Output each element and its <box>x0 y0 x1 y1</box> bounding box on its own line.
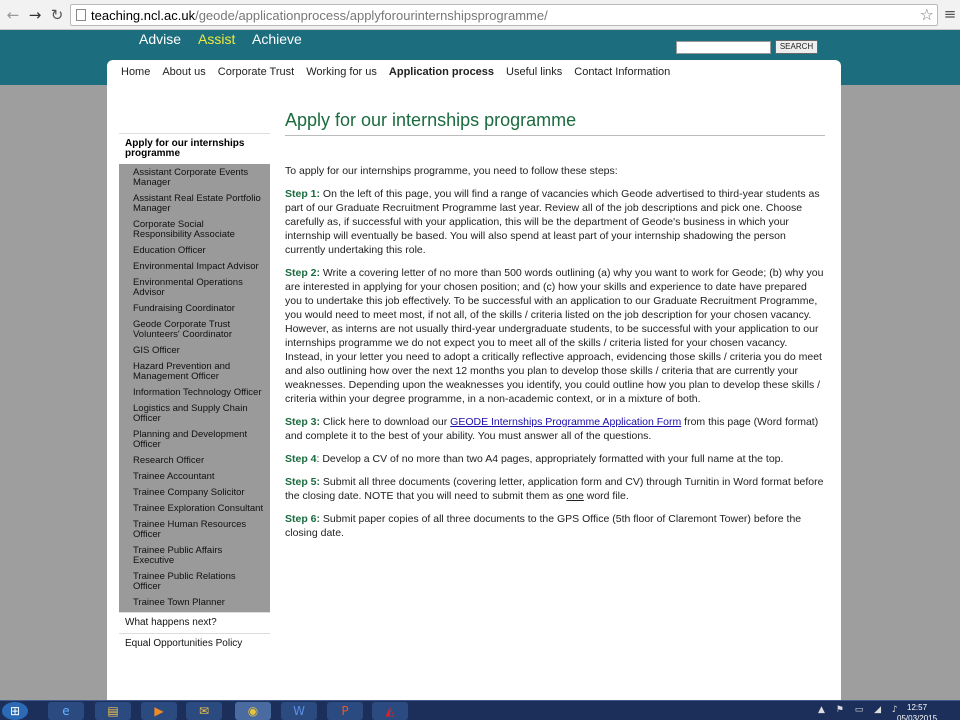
step-5-label: Step 5: <box>285 476 321 488</box>
sidebar-link-equal-opportunities-policy[interactable]: Equal Opportunities Policy <box>119 633 270 654</box>
search-input[interactable] <box>676 41 771 54</box>
sidebar-submenu <box>119 164 270 612</box>
sidebar-item-planning-development-officer[interactable]: Planning and Development Officer <box>133 429 248 450</box>
address-bar[interactable] <box>70 4 938 26</box>
sidebar-link-what-happens-next[interactable]: What happens next? <box>119 612 270 633</box>
sidebar-item-environmental-operations-advisor[interactable]: Environmental Operations Advisor <box>133 277 243 298</box>
sidebar-item-hazard-prevention-officer[interactable]: Hazard Prevention and Management Officer <box>133 361 231 382</box>
step-6-text: Submit paper copies of all three documents to the GPS Office (5th floor of Claremont Tower) before the closing date. <box>285 513 802 539</box>
sidebar-item-trainee-company-solicitor[interactable]: Trainee Company Solicitor <box>133 487 245 498</box>
sidebar-item-trainee-exploration-consultant[interactable]: Trainee Exploration Consultant <box>133 503 264 514</box>
step-6 <box>285 512 825 540</box>
sidebar-item-volunteers-coordinator[interactable]: Geode Corporate Trust Volunteers' Coordinator <box>133 319 232 340</box>
step-3-text-before: Click here to download our <box>320 416 451 428</box>
nav-contact-information[interactable]: Contact Information <box>574 66 671 78</box>
sidebar-item-fundraising-coordinator[interactable]: Fundraising Coordinator <box>133 303 235 314</box>
file-explorer-icon[interactable]: ▤ <box>95 702 131 720</box>
nav-home[interactable]: Home <box>121 66 151 78</box>
step-2-text: Write a covering letter of no more than 500 words outlining (a) why you want to work for Geode; (b) why you are interested in applying for your chosen position; and (c) how your skills and experience to date have prepared you to undertake this job effectively. To be successful with an application to our Graduate Recruitment Programme, you would need to meet most, if not all, of the skills / criteria listed on the job description for your chosen vacancy. However, as interns are not usually third-year undergraduate students, to be successful with your application to our internships programme we do not expect you to meet all of the skills / criteria listed for your chosen vacancy. Instead, in your letter you need to adopt a critically reflective approach, evidencing those skills / criteria you do meet and also outlining how over the next 12 months you plan to develop those skills / criteria that are currently your weaknesses. Depending upon the weaknesses you identify, you could outline how you plan to develop these skills / criteria within your degree programme, in a non-academic context, or in a mixture of both. <box>285 267 824 405</box>
sidebar-item-logistics-supply-chain-officer[interactable]: Logistics and Supply Chain Officer <box>133 403 248 424</box>
arrow-right-icon: → <box>28 6 42 24</box>
mail-icon[interactable]: ✉ <box>186 702 222 720</box>
main-nav <box>121 66 682 80</box>
step-5 <box>285 475 825 503</box>
sidebar-item-education-officer[interactable]: Education Officer <box>133 245 206 256</box>
word-icon[interactable]: W <box>281 702 317 720</box>
sidebar-item-information-technology-officer[interactable]: Information Technology Officer <box>133 387 262 398</box>
step-1-label: Step 1: <box>285 188 321 200</box>
reload-icon: ↻ <box>50 6 64 24</box>
star-icon[interactable]: ☆ <box>919 5 934 24</box>
step-3 <box>285 415 825 443</box>
sidebar-item-research-officer[interactable]: Research Officer <box>133 455 205 466</box>
browser-toolbar <box>0 0 960 30</box>
nav-working-for-us[interactable]: Working for us <box>306 66 377 78</box>
tagline-achieve: Achieve <box>252 31 302 47</box>
search-button[interactable]: SEARCH <box>775 40 818 54</box>
clock-date[interactable]: 05/03/2015 <box>897 714 938 720</box>
step-5-underlined: one <box>566 490 584 502</box>
url-path: /geode/applicationprocess/applyforourinternshipsprogramme/ <box>195 8 548 23</box>
clock-time[interactable]: 12:57 <box>907 703 928 712</box>
intro-text: To apply for our internships programme, you need to follow these steps: <box>285 165 618 177</box>
step-6-label: Step 6: <box>285 513 321 525</box>
step-1-text: On the left of this page, you will find a range of vacancies which Geode advertised to third-year students as part of our Graduate Recruitment Programme last year. Review all of the job descriptions and pick one. Choose carefully as, if successful with your application, this will be the department of Geode's business in which your internship will eventually be based. You will also spend at least part of your internship shadowing the person currently undertaking this role. <box>285 188 820 256</box>
nav-corporate-trust[interactable]: Corporate Trust <box>217 66 295 78</box>
forward-button[interactable] <box>26 6 44 24</box>
sidebar-item-trainee-accountant[interactable]: Trainee Accountant <box>133 471 215 482</box>
sidebar-item-environmental-impact-advisor[interactable]: Environmental Impact Advisor <box>133 261 259 272</box>
step-4-label: Step 4 <box>285 453 317 465</box>
pdf-icon[interactable]: ◭ <box>372 702 408 720</box>
system-tray[interactable]: ▲ ⚑ ▭ ◢ ♪ <box>818 705 902 715</box>
internet-explorer-icon[interactable]: e <box>48 702 84 720</box>
sidebar-heading[interactable]: Apply for our internships programme <box>125 138 245 159</box>
taskbar <box>0 700 960 720</box>
url-host: teaching.ncl.ac.uk <box>91 8 196 23</box>
step-3-label: Step 3: <box>285 416 321 428</box>
step-4-text: : Develop a CV of no more than two A4 pages, appropriately formatted with your full name at the top. <box>316 453 784 465</box>
sidebar-item-assistant-real-estate-portfolio-manager[interactable]: Assistant Real Estate Portfolio Manager <box>133 193 261 214</box>
url-text[interactable] <box>91 8 548 23</box>
sidebar-item-trainee-human-resources-officer[interactable]: Trainee Human Resources Officer <box>133 519 247 540</box>
tagline-assist: Assist <box>198 31 236 47</box>
powerpoint-icon[interactable]: P <box>327 702 363 720</box>
windows-start-icon[interactable]: ⊞ <box>2 702 28 720</box>
page-icon <box>76 9 86 21</box>
step-5-text-after: word file. <box>583 490 629 502</box>
step-2 <box>285 266 825 406</box>
media-player-icon[interactable]: ▶ <box>141 702 177 720</box>
page-title: Apply for our internships programme <box>285 110 825 136</box>
sidebar-item-trainee-town-planner[interactable]: Trainee Town Planner <box>133 597 225 608</box>
sidebar <box>119 133 270 654</box>
sidebar-item-corporate-social-responsibility-associate[interactable]: Corporate Social Responsibility Associate <box>133 219 235 240</box>
step-4 <box>285 452 825 466</box>
step-1 <box>285 187 825 257</box>
step-2-label: Step 2: <box>285 267 321 279</box>
nav-useful-links[interactable]: Useful links <box>506 66 563 78</box>
nav-about-us[interactable]: About us <box>162 66 206 78</box>
sidebar-item-gis-officer[interactable]: GIS Officer <box>133 345 180 356</box>
menu-icon[interactable]: ≡ <box>943 5 957 23</box>
step-5-text-before: Submit all three documents (covering letter, application form and CV) through Turnitin in Word format before the closing date. NOTE that you will need to submit them as <box>285 476 824 502</box>
step-3-text-after: from this page (Word format) and complete it to the best of your ability. You must answer all of the questions. <box>285 416 819 442</box>
tagline-advise: Advise <box>139 31 182 47</box>
back-button[interactable] <box>4 6 22 24</box>
application-form-link[interactable]: GEODE Internships Programme Application Form <box>450 416 682 428</box>
main-content <box>285 110 825 540</box>
arrow-left-icon: ← <box>6 6 20 24</box>
chrome-icon[interactable]: ◉ <box>235 702 271 720</box>
sidebar-item-assistant-corporate-events-manager[interactable]: Assistant Corporate Events Manager <box>133 167 249 188</box>
nav-application-process[interactable]: Application process <box>388 66 495 78</box>
page-card <box>107 60 841 700</box>
sidebar-item-trainee-public-relations-officer[interactable]: Trainee Public Relations Officer <box>133 571 236 592</box>
reload-button[interactable] <box>48 6 66 24</box>
sidebar-item-trainee-public-affairs-executive[interactable]: Trainee Public Affairs Executive <box>133 545 223 566</box>
